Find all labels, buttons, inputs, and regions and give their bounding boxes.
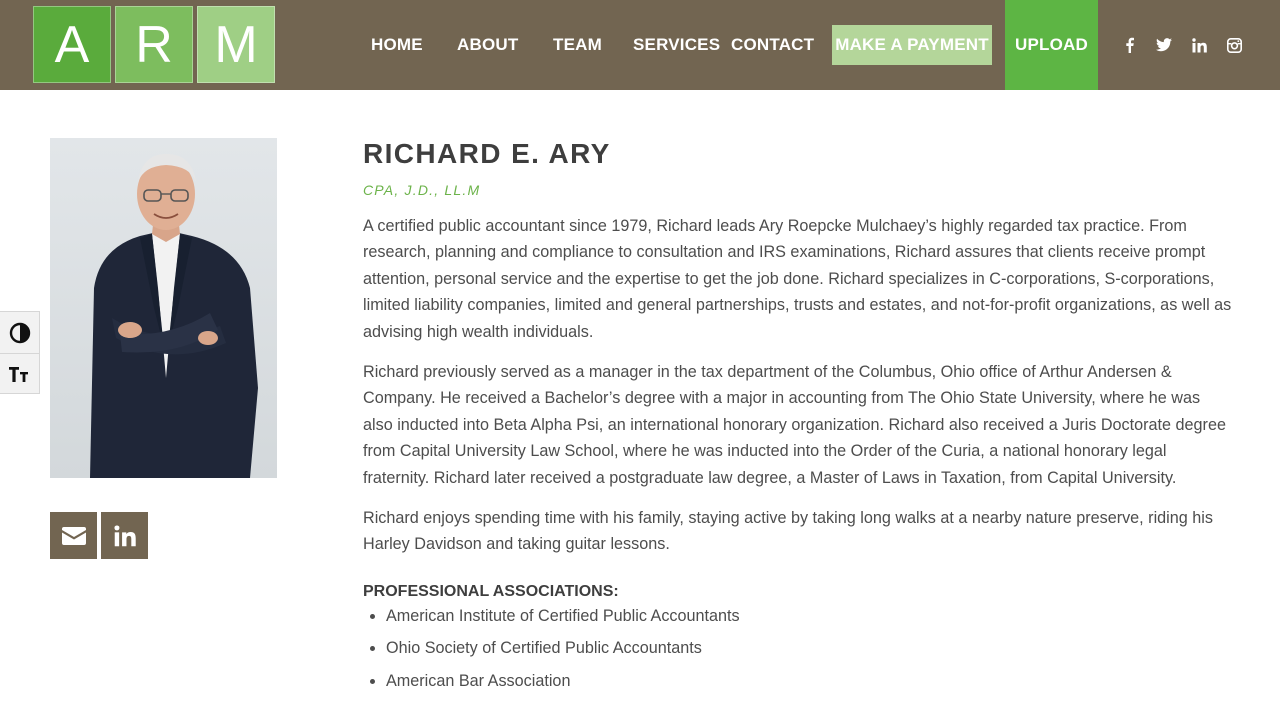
logo-letter-m: M [197,6,275,83]
profile-content [363,137,1233,702]
associations-list [363,605,1233,692]
bio-paragraph-1: A certified public accountant since 1979, Richard leads Ary Roepcke Mulchaey’s highly regarded tax practice. From research, planning and compliance to consultation and IRS examinations, Richard assures that clients receive prompt attention, personal service and the expertise to get the job done. Richard specializes in C-corporations, S-corporations, limited liability companies, limited and general partnerships, trusts and estates, and not-for-profit organizations, as well as advising high wealth individuals. [363,217,1232,341]
accessibility-toolbar [0,311,40,394]
nav-home[interactable]: HOME [371,35,423,54]
nav-about[interactable]: ABOUT [457,35,519,54]
profile-credentials: CPA, J.D., LL.M [363,182,481,198]
bio-paragraph-2: Richard previously served as a manager in the tax department of the Columbus, Ohio office of Arthur Andersen & Company. He received a Bachelor’s degree with a major in accounting from The Ohio State University, where he was also inducted into Beta Alpha Psi, an international honorary organization. Richard also received a Juris Doctorate degree from Capital University Law School, where he was inducted into the Order of the Curia, a national honorary legal fraternity. Richard later received a postgraduate law degree, a Master of Laws in Taxation, from Capital University. [363,363,1226,487]
twitter-icon[interactable] [1154,35,1174,55]
associations-heading: PROFESSIONAL ASSOCIATIONS: [363,582,619,600]
arm-logo[interactable] [33,6,275,83]
logo-letter-r: R [115,6,193,83]
nav-contact[interactable]: CONTACT [731,35,815,54]
instagram-icon[interactable] [1224,35,1244,55]
nav-services[interactable]: SERVICES [633,35,721,54]
linkedin-icon [114,525,136,547]
facebook-icon[interactable] [1119,35,1139,55]
linkedin-profile-button[interactable] [101,512,148,559]
profile-photo [50,138,277,478]
nav-upload[interactable]: UPLOAD [1005,0,1098,90]
association-item: • Ohio Society of Certified Public Accountants [386,637,1233,659]
email-button[interactable] [50,512,97,559]
linkedin-icon[interactable] [1189,35,1209,55]
profile-name: RICHARD E. ARY [363,138,611,169]
site-header [0,0,1280,90]
bio-paragraph-3: Richard enjoys spending time with his family, staying active by taking long walks at a nearby nature preserve, riding his Harley Davidson and taking guitar lessons. [363,509,1213,554]
nav-team[interactable]: TEAM [553,35,602,54]
text-size-icon[interactable] [0,353,40,394]
association-item: • American Institute of Certified Public Accountants [386,605,1233,627]
contrast-toggle-icon[interactable] [0,312,40,353]
association-item: • American Bar Association [386,670,1233,692]
nav-make-a-payment[interactable]: MAKE A PAYMENT [832,25,992,65]
logo-letter-a: A [33,6,111,83]
envelope-icon [62,527,86,545]
